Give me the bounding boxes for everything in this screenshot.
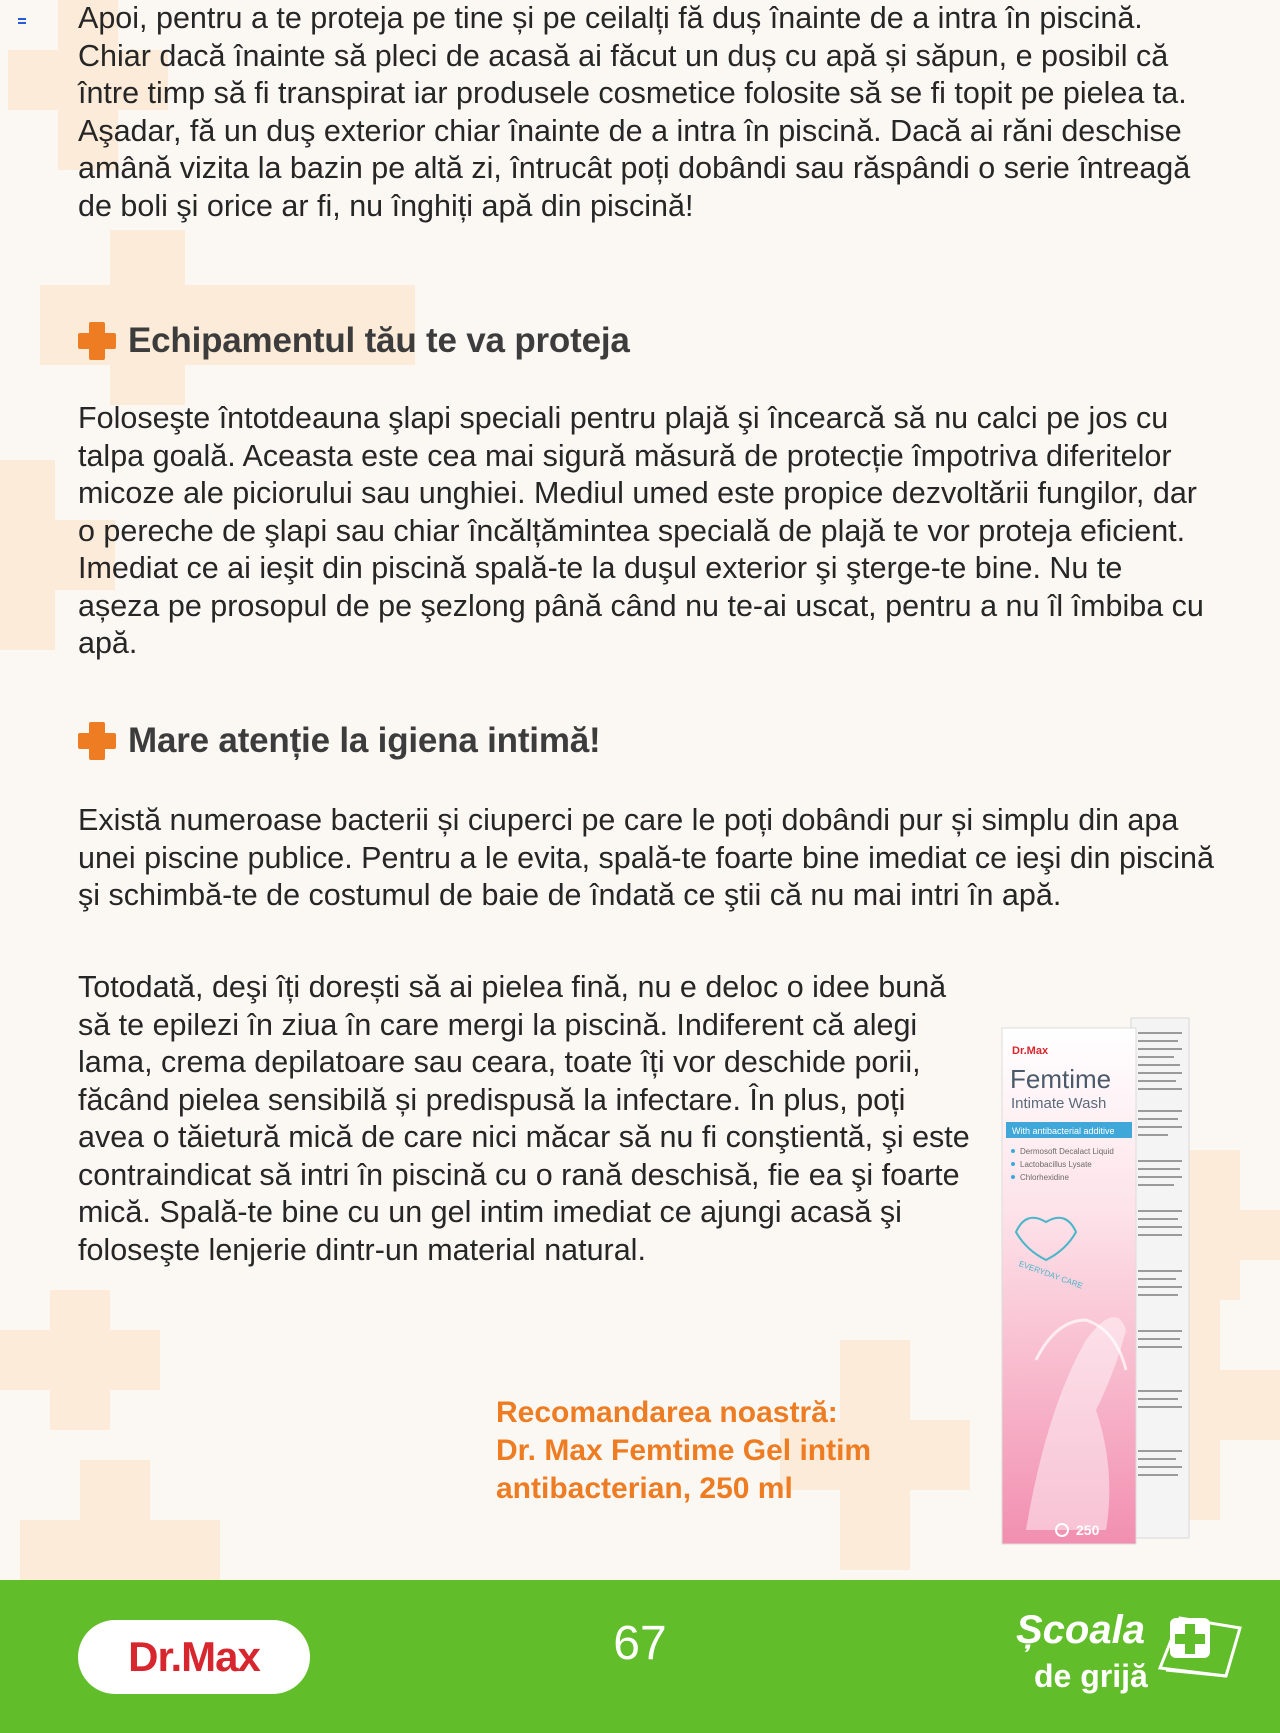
product-ingredient: Lactobacillus Lysate bbox=[1020, 1160, 1092, 1169]
product-brand: Dr.Max bbox=[1012, 1045, 1049, 1057]
footer bbox=[0, 1580, 1280, 1733]
hygiene-heading bbox=[76, 718, 600, 764]
scoala-logo-line2: de grijă bbox=[1034, 1658, 1148, 1694]
recommendation-line: antibacterian, 250 ml bbox=[496, 1472, 793, 1505]
equipment-heading-title: Echipamentul tău te va proteja bbox=[128, 321, 630, 360]
product-badge: EVERYDAY CARE bbox=[1017, 1259, 1084, 1291]
book-plus-icon bbox=[1152, 1608, 1248, 1678]
scoala-logo-line1: Școala bbox=[1016, 1608, 1145, 1652]
product-image bbox=[996, 1010, 1196, 1550]
product-subtitle: Intimate Wash bbox=[1011, 1095, 1107, 1112]
product-name: Femtime bbox=[1010, 1064, 1112, 1094]
product-band-text: With antibacterial additive bbox=[1012, 1126, 1115, 1136]
scoala-de-grija-logo[interactable] bbox=[1012, 1608, 1252, 1708]
recommendation bbox=[496, 1394, 956, 1508]
product-ingredient: Chlorhexidine bbox=[1020, 1173, 1069, 1182]
hygiene-heading-title: Mare atenție la igiena intimă! bbox=[128, 721, 601, 760]
hygiene-paragraph: Există numeroase bacterii și ciuperci pe care le poți dobândi pur și simplu din apa unei piscine publice. Pentru a le evita, spală-te foarte bine imediat ce ieşi din piscină şi schimbă-te de costumul de baie de îndată ce ştii că nu mai intri în apă. bbox=[78, 803, 1214, 912]
product-ingredient: Dermosoft Decalact Liquid bbox=[1020, 1147, 1114, 1156]
drmax-logo[interactable] bbox=[78, 1620, 310, 1694]
page-number: 67 bbox=[613, 1617, 667, 1670]
recommendation-line: Recomandarea noastră: bbox=[496, 1396, 838, 1429]
intro-paragraph: Apoi, pentru a te proteja pe tine și pe ceilalți fă duș înainte de a intra în piscină. Chiar dacă înainte să pleci de acasă ai făcut un duș cu apă și săpun, e posibil că între timp să fi transpirat iar produsele cosmetice folosite să se fi topit pe pielea ta. Aşadar, fă un duş exterior chiar înainte de a intra în piscină. Dacă ai răni deschise amână vizita la bazin pe altă zi, întrucât poți dobândi sau răspândi o serie întreagă de boli şi orice ar fi, nu înghiți apă din piscină! bbox=[78, 1, 1191, 223]
logo-plus-icon bbox=[321, 1640, 345, 1664]
epilation-paragraph: Totodată, deşi îți dorești să ai pielea fină, nu e deloc o idee bună să te epilezi în ziua în care mergi la piscină. Indiferent că alegi lama, crema depilatoare sau ceara, toate îți vor deschide porii, făcând pielea sensibilă și predispusă la infectare. În plus, poți avea o tăietură mică de care nici măcar să nu fi conştientă, şi este contraindicat să intri în piscină cu o rană deschisă, fie ea şi foarte mică. Spală-te bine cu un gel intim imediat ce ajungi acasă şi foloseşte lenjerie dintr-un material natural. bbox=[78, 970, 970, 1267]
orange-plus-icon bbox=[76, 320, 118, 362]
product-volume: 250 bbox=[1076, 1522, 1100, 1538]
recommendation-line: Dr. Max Femtime Gel intim bbox=[496, 1434, 872, 1467]
drmax-logo-text: Dr.Max bbox=[128, 1633, 260, 1680]
equipment-heading bbox=[76, 318, 630, 364]
orange-plus-icon bbox=[76, 720, 118, 762]
menu-icon[interactable] bbox=[18, 18, 28, 28]
equipment-paragraph: Foloseşte întotdeauna şlapi speciali pentru plajă şi încearcă să nu calci pe jos cu talpa goală. Aceasta este cea mai sigură măsură de protecție împotriva diferitelor micoze ale piciorului sau unghiei. Mediul umed este propice dezvoltării fungilor, dar o pereche de şlapi sau chiar încălțămintea specială de plajă te vor proteja eficient. Imediat ce ai ieşit din piscină spală-te la duşul exterior şi şterge-te bine. Nu te așeza pe prosopul de pe şezlong până când nu te-ai uscat, pentru a nu îl îmbiba cu apă. bbox=[78, 401, 1204, 660]
